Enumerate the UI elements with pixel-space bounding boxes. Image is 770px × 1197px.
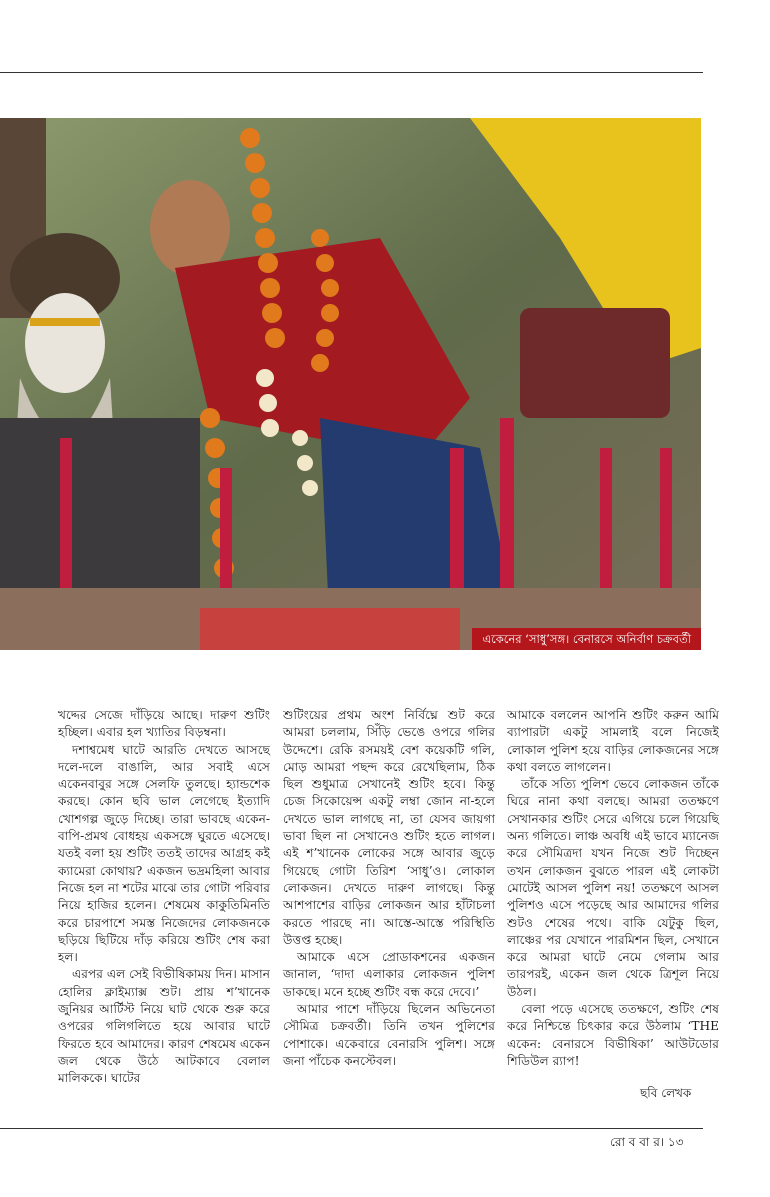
text-column-3 <box>507 707 719 1070</box>
paragraph: বেলা পড়ে এসেছে ততক্ষণে, শুটিং শেষ করে নিশ্চিন্তে চিৎকার করে উঠলাম ‘THE একেন: বেনারসে বিভীষিকা’ আউটডোর শিডিউল র‍্যাপ! <box>507 1002 719 1068</box>
photo-illustration <box>0 118 701 650</box>
top-rule <box>0 72 703 73</box>
paragraph: দশাশ্বমেধ ঘাটে আরতি দেখতে আসছে দলে-দলে বাঙালি, আর সবাই এসে একেনবাবুর সঙ্গে সেলফি তুলছে। হ্যান্ডশেক করছে। কোন ছবি ভাল লেগেছে ইত্যাদি খোশগল্প জুড়ে দিচ্ছে। তারা ভাবছে একেন-বাপি-প্রমথ বোধহয় একসঙ্গে ঘুরতে এসেছে। যতই বলা হয় শুটিং ততই তাদের আগ্রহ কই ক্যামেরা কোথায়? একজন ভদ্রমহিলা আবার নিজে হল না শটের মাঝে তার গোটা পরিবার নিয়ে হাজির হলেন। শেষমেষ কাকুতিমিনতি করে চারপাশে সমস্ত নিজেদের লোকজনকে ছড়িয়ে ছিটিয়ে দাঁড় করিয়ে শুটিং শেষ করা হল। <box>58 742 270 965</box>
paragraph: তাঁকে সত্যি পুলিশ ভেবে লোকজন তাঁকে ঘিরে নানা কথা বলছে। আমরা ততক্ষণে সেখানকার শুটিং সেরে এগিয়ে চলে গিয়েছি অন্য গলিতে। লাঞ্চ অবধি এই ভাবে ম্যানেজ করে সৌমিত্রদা যখন নিজে শুট দিচ্ছেন তখন লোকজন বুঝতে পারল এই লোকটা মোটেই আসল পুলিশ নয়! ততক্ষণে আসল পুলিশও এসে পড়েছে আর আমাদের গলির শুটও শেষের পথে। বাকি যেটুকু ছিল, লাঞ্চের পর যেখানে পারমিশন ছিল, সেখানে করে আমরা ঘাটে নেমে গেলাম আর তারপরই, একেন জল থেকে ত্রিশূল নিয়ে উঠল। <box>507 777 719 999</box>
paragraph: এরপর এল সেই বিভীষিকাময় দিন। মাসান হোলির ক্লাইম্যাক্স শুট। প্রায় শ’খানেক জুনিয়র আর্টিস্ট নিয়ে ঘাট থেকে শুরু করে ওপরের গলিগলিতে হয়ে আবার ঘাটে ফিরতে হবে আমাদের। কারণ শেষমেষ একেন জল থেকে উঠে আটকাবে বেলাল মালিককে। ঘাটের <box>58 967 270 1086</box>
text-column-2 <box>283 707 495 1070</box>
feature-photo <box>0 118 701 650</box>
paragraph: শুটিংয়ের প্রথম অংশ নির্বিঘ্নে শুট করে আমরা চললাম, সিঁড়ি ভেঙে ওপরে গলির উদ্দেশে। রেকি রসময়ই বেশ কয়েকটি গলি, মোড় আমরা পছন্দ করে রেখেছিলাম, ঠিক ছিল শুধুমাত্র সেখানেই শুটিং হবে। কিন্তু চেজ সিকোয়েন্স একটু লম্বা জোন না-হলে দেখতে ভাল লাগছে না, তা যেসব জায়গা ভাবা ছিল না সেখানেও শুটিং হতে লাগল। এই শ’খানেক লোকের সঙ্গে আবার জুড়ে গিয়েছে গোটা তিরিশ ‘সাধু’ও। লোকাল লোকজন। দেখতে দারুণ লাগছে। কিন্তু আশপাশের বাড়ির লোকজন আর হাঁটাচলা করতে পারছে না। আস্তে-আস্তে পরিস্থিতি উত্তপ্ত হচ্ছে। <box>283 708 495 947</box>
paragraph: আমাকে বললেন আপনি শুটিং করুন আমি ব্যাপারটা একটু সামলাই বলে নিজেই লোকাল পুলিশ হয়ে বাড়ির লোকজনের সঙ্গে কথা বলতে লাগলেন। <box>507 708 719 774</box>
photo-caption: একেনের ‘সাধু’সঙ্গ। বেনারসে অনির্বাণ চক্রবর্তী <box>472 628 701 650</box>
paragraph: খদ্দের সেজে দাঁড়িয়ে আছে। দারুণ শুটিং হচ্ছিল। এবার হল খ্যাতির বিড়ম্বনা। <box>58 708 270 740</box>
bottom-rule <box>0 1128 703 1129</box>
photo-credit: ছবি লেখক <box>640 1086 692 1100</box>
text-column-1 <box>58 707 270 1088</box>
page-folio: রো ব বা র। ১৩ <box>610 1135 684 1149</box>
paragraph: আমাকে এসে প্রোডাকশনের একজন জানাল, ‘দাদা এলাকার লোকজন পুলিশ ডাকছে। মনে হচ্ছে শুটিং বন্ধ করে দেবে।’ <box>283 950 495 999</box>
paragraph: আমার পাশে দাঁড়িয়ে ছিলেন অভিনেতা সৌমিত্র চক্রবর্তী। তিনি তখন পুলিশের পোশাকে। একেবারে বেনারসি পুলিশ। সঙ্গে জনা পাঁচেক কনস্টেবল। <box>283 1002 495 1068</box>
